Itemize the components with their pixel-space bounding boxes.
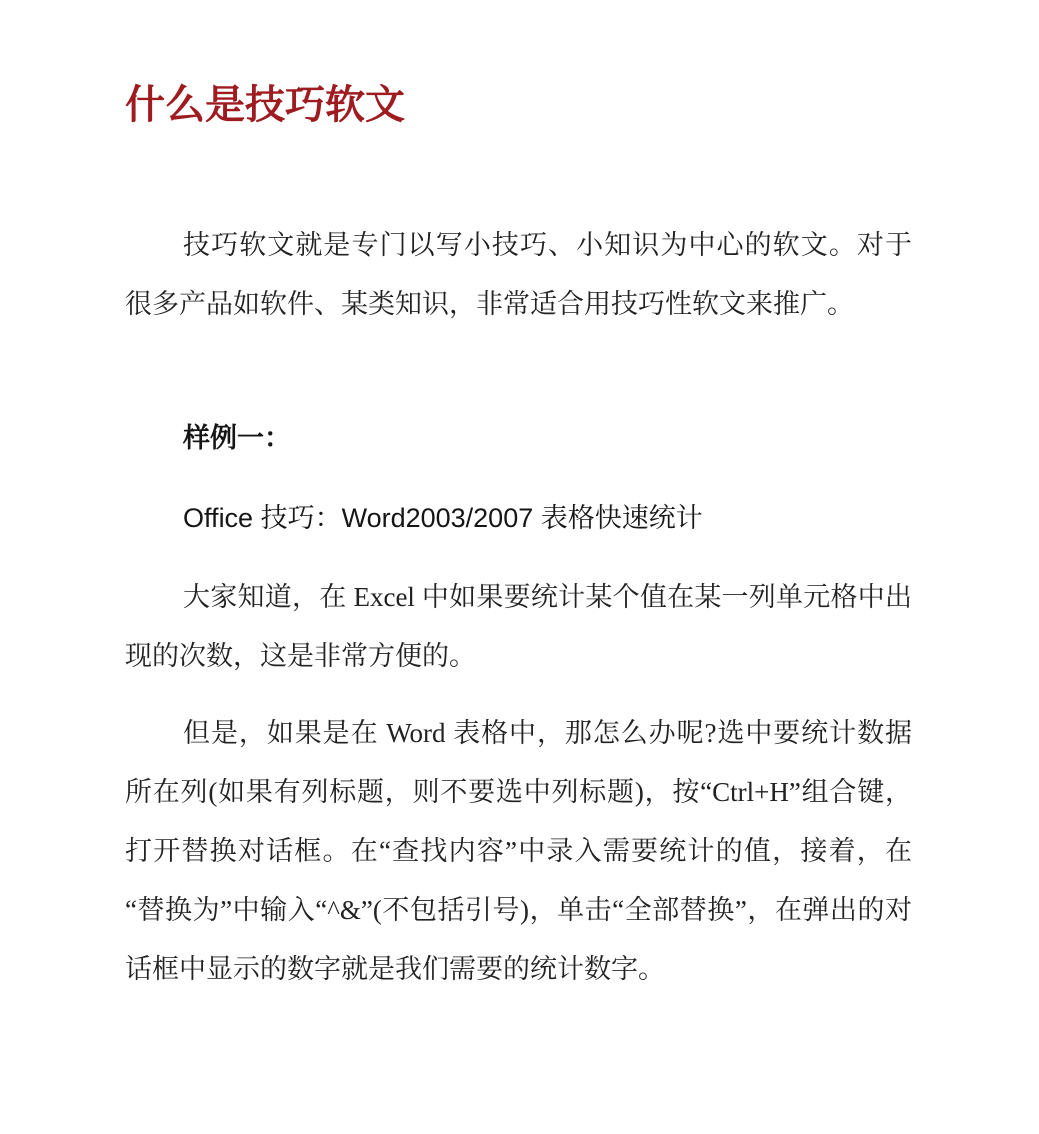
intro-paragraph: 技巧软文就是专门以写小技巧、小知识为中心的软文。对于很多产品如软件、某类知识，非常适合用技巧性软文来推广。 xyxy=(125,230,912,319)
sample-one-label: 样例一： xyxy=(183,423,292,453)
excel-paragraph: 大家知道，在 Excel 中如果要统计某个值在某一列单元格中出现的次数，这是非常方便的。 xyxy=(125,582,912,671)
page-title: 什么是技巧软文 xyxy=(125,82,405,127)
office-tip-heading: Office 技巧：Word2003/2007 表格快速统计 xyxy=(183,503,703,533)
word-replace-paragraph: 但是，如果是在 Word 表格中，那怎么办呢?选中要统计数据所在列(如果有列标题，则不要选中列标题)，按“Ctrl+H”组合键，打开替换对话框。在“查找内容”中录入需要统计的值，接着，在“替换为”中输入“^&”(不包括引号)，单击“全部替换”，在弹出的对话框中显示的数字就是我们需要的统计数字。 xyxy=(125,718,912,984)
